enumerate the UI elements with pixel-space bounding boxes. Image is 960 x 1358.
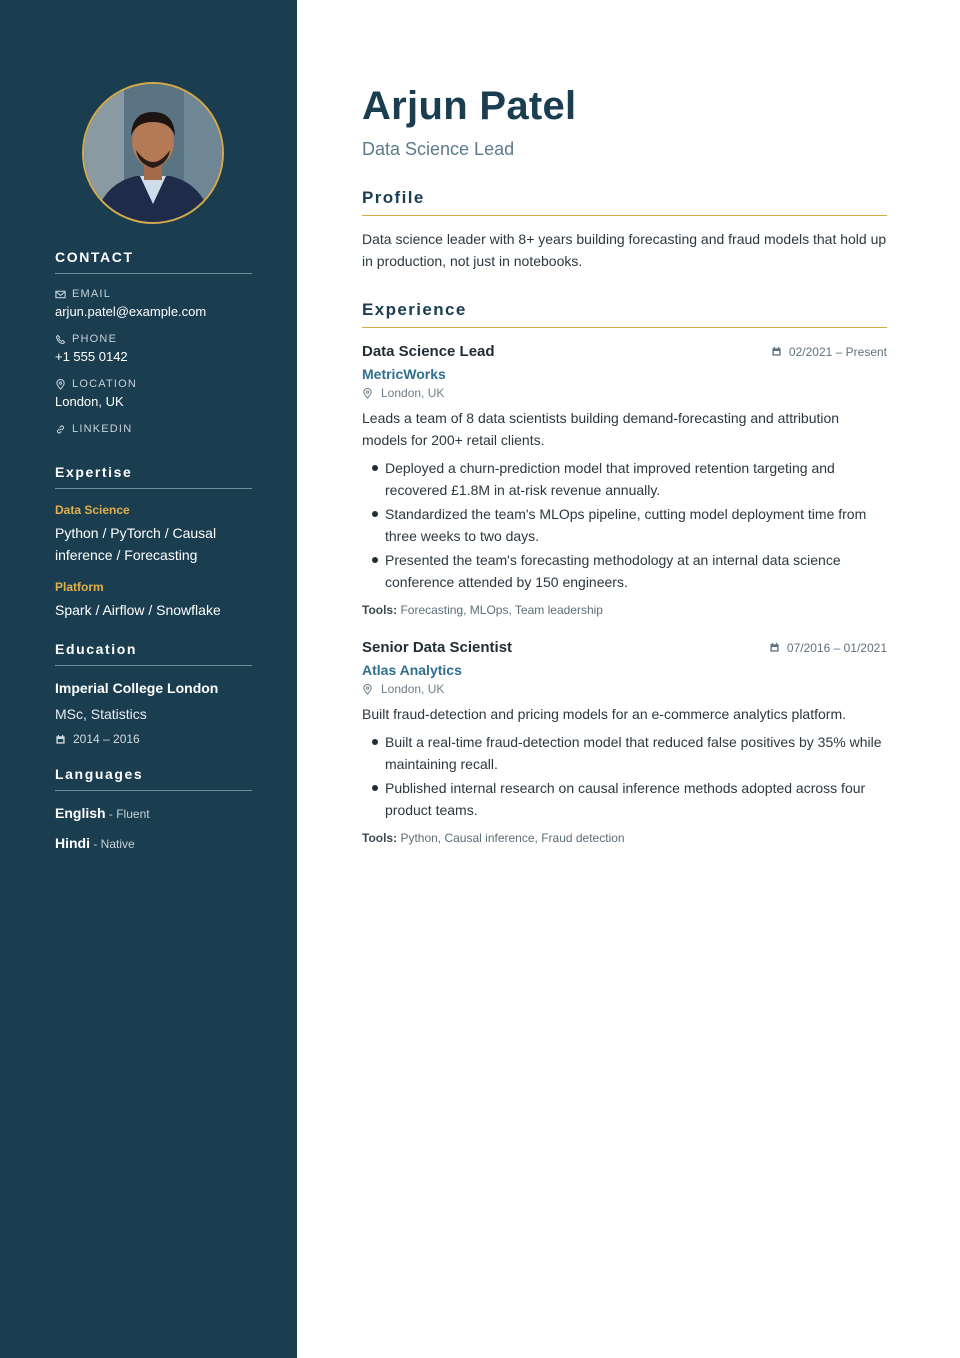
language-item xyxy=(55,835,252,853)
language-name: English xyxy=(55,805,106,821)
job-summary: Built fraud-detection and pricing models for an e-commerce analytics platform. xyxy=(362,706,846,722)
contact-linkedin[interactable] xyxy=(55,423,252,435)
profile-heading: Profile xyxy=(362,188,887,216)
job-dates-text: 07/2016 – 01/2021 xyxy=(786,640,887,655)
calendar-icon xyxy=(769,642,780,653)
candidate-title: Data Science Lead xyxy=(362,139,515,159)
job-location xyxy=(362,682,887,696)
job-dates-text: 02/2021 – Present xyxy=(788,344,887,359)
profile-text: Data science leader with 8+ years building forecasting and fraud models that hold up in production, not just in notebooks. xyxy=(362,231,887,269)
phone-value[interactable]: +1 555 0142 xyxy=(55,349,128,364)
contact-phone xyxy=(55,333,252,364)
contact-location xyxy=(55,378,252,409)
contact-label-email: EMAIL xyxy=(72,288,112,300)
job-entry xyxy=(362,343,887,617)
job-bullet: Standardized the team's MLOps pipeline, cutting model deployment time from three weeks to two days. xyxy=(362,503,887,547)
location-icon xyxy=(362,684,373,695)
phone-icon xyxy=(55,334,66,345)
profile-photo xyxy=(84,84,222,222)
job-location xyxy=(362,386,887,400)
job-location-text: London, UK xyxy=(381,682,445,696)
education-heading: Education xyxy=(55,641,252,666)
job-tools-text: Forecasting, MLOps, Team leadership xyxy=(397,603,603,617)
candidate-name: Arjun Patel xyxy=(362,84,577,128)
expertise-category: Data Science xyxy=(55,503,130,517)
job-tools xyxy=(362,603,887,617)
education-school: Imperial College London xyxy=(55,680,219,696)
expertise-heading: Expertise xyxy=(55,464,252,489)
job-entry xyxy=(362,639,887,845)
education-dates xyxy=(55,732,252,746)
job-tools-label: Tools: xyxy=(362,831,398,845)
expertise-value: Spark / Airflow / Snowflake xyxy=(55,602,221,618)
job-dates xyxy=(769,641,887,655)
job-summary: Leads a team of 8 data scientists building demand-forecasting and attribution models for 200+ retail clients. xyxy=(362,410,840,448)
job-tools xyxy=(362,831,887,845)
avatar xyxy=(82,82,224,224)
job-role: Data Science Lead xyxy=(362,343,495,360)
job-bullet: Presented the team's forecasting methodology at an internal data science conference attended by 150 engineers. xyxy=(362,549,887,593)
sidebar xyxy=(0,0,297,1358)
job-dates xyxy=(771,345,887,359)
language-item xyxy=(55,805,252,823)
job-bullet: Published internal research on causal inference methods adopted across four product teams. xyxy=(362,777,887,821)
language-level: - Native xyxy=(90,837,135,851)
education-dates-text: 2014 – 2016 xyxy=(73,732,140,746)
contact-email xyxy=(55,288,252,319)
expertise-value: Python / PyTorch / Causal inference / Forecasting xyxy=(55,525,217,563)
job-company: Atlas Analytics xyxy=(362,662,462,678)
expertise-category: Platform xyxy=(55,580,104,594)
language-name: Hindi xyxy=(55,835,90,851)
job-bullet: Deployed a churn-prediction model that improved retention targeting and recovered £1.8M in at-risk revenue annually. xyxy=(362,457,887,501)
contact-label-linkedin: LINKEDIN xyxy=(72,423,133,435)
job-bullets xyxy=(362,457,887,593)
language-level: - Fluent xyxy=(105,807,150,821)
link-icon xyxy=(55,424,66,435)
job-bullet: Built a real-time fraud-detection model that reduced false positives by 35% while maintaining recall. xyxy=(362,731,887,775)
calendar-icon xyxy=(55,734,66,745)
job-bullets xyxy=(362,731,887,821)
contact-label-location: LOCATION xyxy=(72,378,138,390)
calendar-icon xyxy=(771,346,782,357)
location-icon xyxy=(362,388,373,399)
job-company: MetricWorks xyxy=(362,366,446,382)
contact-label-phone: PHONE xyxy=(72,333,118,345)
job-tools-label: Tools: xyxy=(362,603,398,617)
job-location-text: London, UK xyxy=(381,386,445,400)
job-role: Senior Data Scientist xyxy=(362,639,513,656)
experience-heading: Experience xyxy=(362,300,887,328)
job-tools-text: Python, Causal inference, Fraud detection xyxy=(397,831,625,845)
email-value[interactable]: arjun.patel@example.com xyxy=(55,304,207,319)
mail-icon xyxy=(55,289,66,300)
location-icon xyxy=(55,379,66,390)
main-content xyxy=(362,80,887,845)
education-degree: MSc, Statistics xyxy=(55,706,147,722)
languages-heading: Languages xyxy=(55,766,252,791)
contact-heading: CONTACT xyxy=(55,249,252,274)
location-value: London, UK xyxy=(55,394,124,409)
